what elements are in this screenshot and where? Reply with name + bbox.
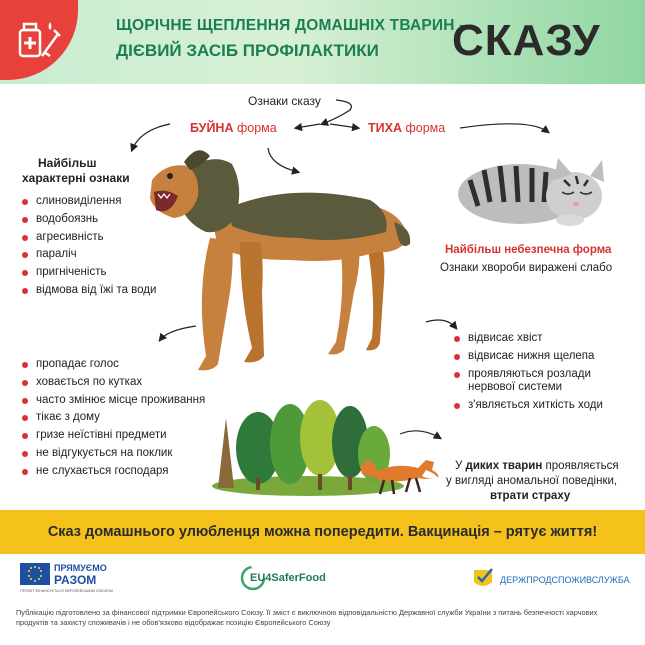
wild-line2: у вигляді аномальної поведінки, <box>446 475 618 487</box>
dangerous-form-subtitle: Ознаки хвороби виражені слабо <box>440 262 613 274</box>
furious-form-word: БУЙНА <box>190 121 234 135</box>
safefood-logo-text: EU4SaferFood <box>250 572 326 584</box>
fox-illustration <box>356 448 446 498</box>
wild-bold: диких тварин <box>465 460 543 472</box>
quiet-signs-list <box>454 330 603 419</box>
furious-signs-list <box>22 356 205 481</box>
quiet-form-label <box>368 121 445 135</box>
list-item: не відгукується на поклик <box>22 445 205 463</box>
cat-illustration <box>450 150 610 230</box>
dps-logo-text: ДЕРЖПРОДСПОЖИВСЛУЖБА <box>500 575 630 585</box>
list-item: часто змінює місце проживання <box>22 392 205 410</box>
characteristic-title-1: Найбільш <box>38 156 97 170</box>
vaccination-banner <box>0 510 645 554</box>
list-item: пригніченість <box>22 264 156 282</box>
wild-line3: втрати страху <box>490 490 571 502</box>
list-item: водобоязнь <box>22 211 156 229</box>
header-line1: ЩОРІЧНЕ ЩЕПЛЕННЯ ДОМАШНІХ ТВАРИН – <box>116 17 468 34</box>
quiet-form-word: ТИХА <box>368 121 402 135</box>
quiet-form-rest: форма <box>401 121 446 135</box>
banner-text: Сказ домашнього улюбленця можна попередити. Вакцинація – рятує життя! <box>47 524 598 540</box>
list-item: відвисає нижня щелепа <box>454 348 603 366</box>
list-item: параліч <box>22 246 156 264</box>
list-item: тікає з дому <box>22 409 205 427</box>
list-item: відмова від їжі та води <box>22 282 156 300</box>
eu-logo-small: ПРОЕКТ ФІНАНСУЄТЬСЯ ЄВРОПЕЙСЬКИМ СОЮЗОМ <box>20 589 113 593</box>
list-item: ховається по кутках <box>22 374 205 392</box>
header-title: СКАЗУ <box>452 16 601 65</box>
footer-disclaimer: Публікацію підготовлено за фінансової підтримки Європейського Союзу. Її зміст є виключною відповідальністю Державної служби України з питань безпечності харчових продуктів та захисту споживачів і не обов'язково відображає позицію Європейського Союзу <box>16 608 598 627</box>
vaccine-icon <box>14 16 62 64</box>
header-line2: ДІЄВИЙ ЗАСІБ ПРОФІЛАКТИКИ <box>116 41 379 60</box>
furious-form-rest: форма <box>233 121 277 135</box>
eu-logo-line2: РАЗОМ <box>54 573 97 587</box>
list-item: гризе неїстівні предмети <box>22 427 205 445</box>
list-item: відвисає хвіст <box>454 330 603 348</box>
dangerous-form-title: Найбільш небезпечна форма <box>445 244 612 256</box>
dog-illustration <box>140 142 420 382</box>
list-item: не слухається господаря <box>22 463 205 481</box>
list-item: з'являється хиткість ходи <box>454 397 603 415</box>
eu-logo-line1: ПРЯМУЄМО <box>54 563 107 573</box>
characteristic-title-2: характерні ознаки <box>22 171 130 185</box>
list-item: проявляються розлади <box>454 366 603 384</box>
signs-title: Ознаки сказу <box>248 94 321 108</box>
wild-line1: У диких тварин проявляється <box>455 460 619 472</box>
list-item: слиновиділення <box>22 193 156 211</box>
list-item: агресивність <box>22 229 156 247</box>
list-item: пропадає голос <box>22 356 205 374</box>
list-item: нервової системи <box>468 381 563 394</box>
eu-flag-icon <box>20 563 50 585</box>
furious-form-label <box>190 121 277 135</box>
characteristic-list <box>22 193 156 300</box>
dps-logo-icon <box>472 566 496 590</box>
